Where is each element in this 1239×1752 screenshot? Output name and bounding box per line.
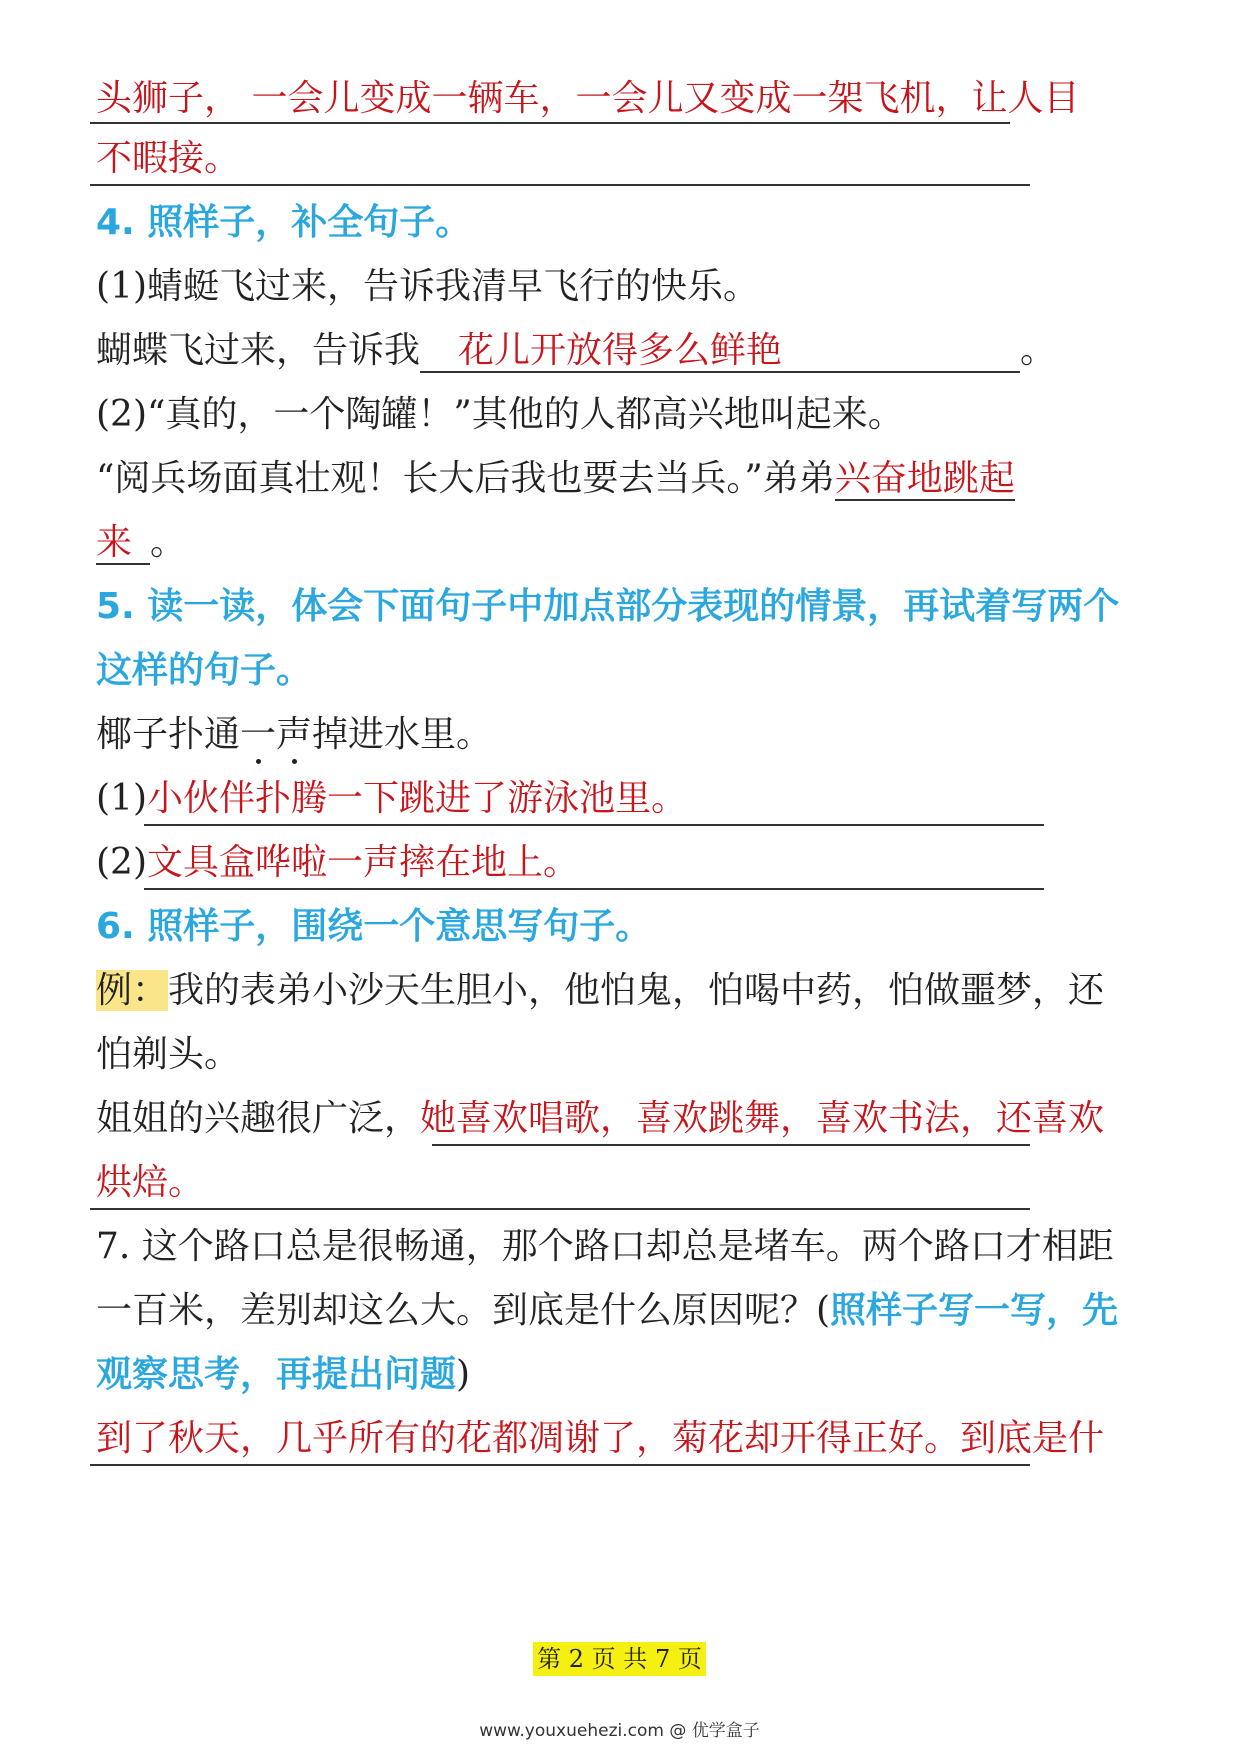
example-label: 例：	[96, 970, 169, 1011]
fill-sentence	[96, 1096, 1104, 1142]
dotted-char: 声	[276, 712, 312, 758]
question-4-heading: 4. 照样子，补全句子。	[96, 202, 472, 243]
sentence-end: 。	[1020, 330, 1057, 371]
example-sentence: (1)蜻蜓飞过来，告诉我清早飞行的快乐。	[96, 266, 759, 307]
example-text: 掉进水里。	[312, 714, 493, 755]
page-number: 第 2 页 共 7 页	[533, 1642, 706, 1676]
example-text: 我的表弟小沙天生胆小，他怕鬼，怕喝中药，怕做噩梦，还	[168, 970, 1105, 1011]
answer-rule	[432, 1144, 1030, 1146]
answer-item	[96, 840, 579, 886]
question-5-heading: 5. 读一读，体会下面句子中加点部分表现的情景，再试着写两个	[96, 586, 1120, 627]
example-sentence	[96, 712, 492, 758]
dotted-char: 一	[240, 712, 276, 758]
answer-rule	[144, 824, 1044, 826]
example-sentence-cont: 怕剃头。	[96, 1034, 241, 1075]
fill-sentence-cont	[96, 520, 186, 566]
item-label: (1)	[96, 778, 147, 819]
question-7-text: 7. 这个路口总是很畅通，那个路口却总是堵车。两个路口才相距	[96, 1226, 1114, 1267]
item-label: (2)	[96, 842, 147, 883]
sentence-prefix: 姐姐的兴趣很广泛，	[96, 1098, 421, 1139]
site-watermark: www.youxuehezi.com @ 优学盒子	[479, 1721, 760, 1741]
answer-rule	[90, 184, 1030, 186]
example-text: 椰子扑通	[96, 714, 241, 755]
answer-blank: 来	[96, 523, 150, 565]
example-sentence: (2)“真的，一个陶罐！”其他的人都高兴地叫起来。	[96, 394, 904, 435]
sentence-prefix: “阅兵场面真壮观！长大后我也要去当兵。”弟弟	[96, 458, 835, 499]
question-6-heading: 6. 照样子，围绕一个意思写句子。	[96, 906, 652, 947]
fill-sentence	[96, 328, 1056, 374]
answer-text: 小伙伴扑腾一下跳进了游泳池里。	[147, 778, 688, 819]
answer-item	[96, 776, 687, 822]
answer-blank: 花儿开放得多么鲜艳	[420, 331, 1020, 373]
instruction-text: 观察思考，再提出问题	[96, 1354, 457, 1395]
sentence-prefix: 蝴蝶飞过来，告诉我	[96, 330, 421, 371]
sentence-end: 。	[150, 522, 187, 563]
instruction-text: 照样子写一写，先	[830, 1290, 1119, 1331]
answer-line: 烘焙。	[96, 1162, 205, 1203]
question-7-text	[96, 1352, 470, 1398]
page-footer	[0, 1642, 1239, 1676]
answer-rule	[90, 1464, 1030, 1466]
question-text: )	[456, 1354, 471, 1395]
answer-rule	[90, 122, 1010, 124]
question-5-heading-cont: 这样的句子。	[96, 650, 313, 691]
answer-text: 她喜欢唱歌，喜欢跳舞，喜欢书法，还喜欢	[420, 1098, 1105, 1139]
answer-line: 不暇接。	[96, 138, 241, 179]
fill-sentence	[96, 456, 1015, 502]
answer-rule	[144, 888, 1044, 890]
answer-rule	[90, 1208, 1030, 1210]
question-text: 一百米，差别却这么大。到底是什么原因呢？(	[96, 1290, 831, 1331]
answer-text: 文具盒哗啦一声摔在地上。	[147, 842, 580, 883]
answer-blank: 兴奋地跳起	[834, 458, 1015, 499]
question-7-text	[96, 1288, 1118, 1334]
answer-line: 到了秋天，几乎所有的花都凋谢了，菊花却开得正好。到底是什	[96, 1418, 1105, 1459]
answer-line: 头狮子， 一会儿变成一辆车，一会儿又变成一架飞机，让人目	[96, 78, 1080, 119]
example-sentence	[96, 968, 1104, 1014]
